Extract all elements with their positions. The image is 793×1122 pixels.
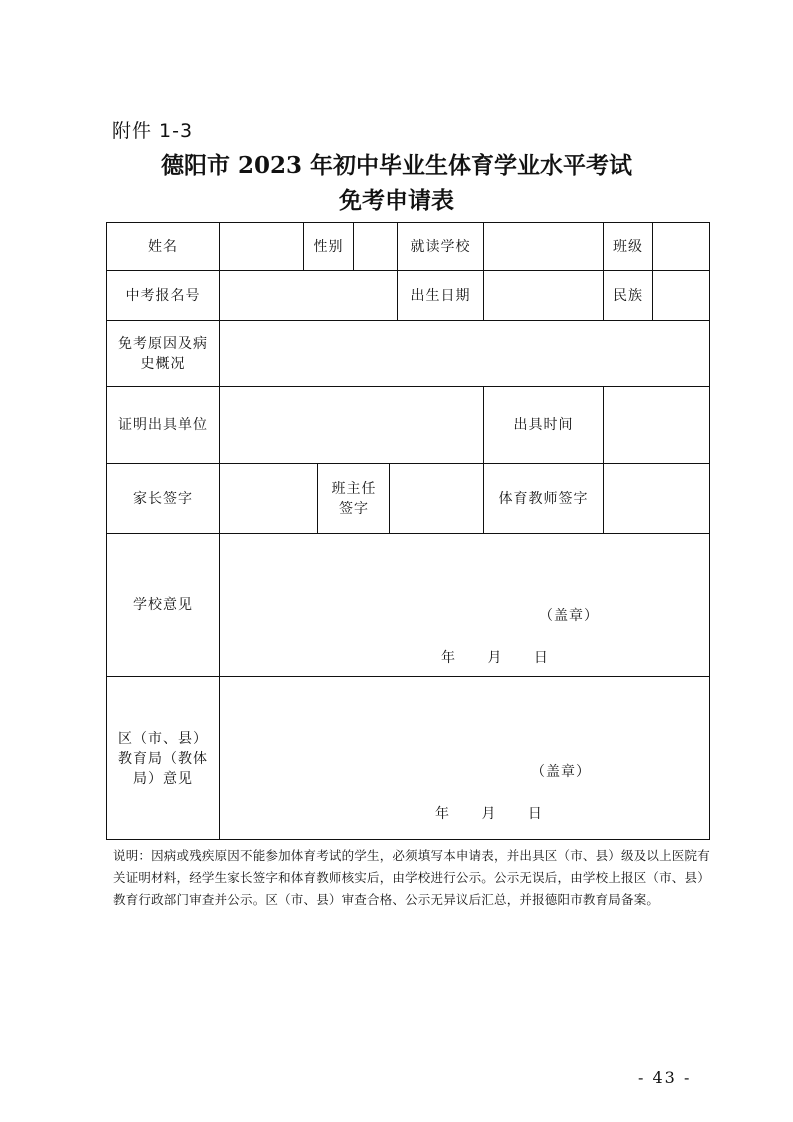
school-stamp: （盖章） — [539, 608, 599, 624]
ethnicity-label: 民族 — [613, 287, 643, 304]
parent-signature-label: 家长签字 — [133, 490, 193, 507]
date-day: 日 — [533, 650, 549, 666]
head-teacher-signature-label: 班主任签字 — [331, 480, 377, 517]
instructions-note: 说明：因病或残疾原因不能参加体育考试的学生，必须填写本申请表，并出具区（市、县）级及以上医院有关证明材料，经学生家长签字和体育教师核实后，由学校进行公示。公示无误后，由学校上报区（市、县）教育行政部门审查并公示。区（市、县）审查合格、公示无异议后汇总，并报德阳市教育局备案。 — [113, 848, 710, 907]
gender-field[interactable] — [354, 223, 397, 270]
date-month: 月 — [481, 806, 497, 822]
exemption-application-form — [106, 222, 710, 840]
school-opinion-date — [441, 647, 549, 667]
ethnicity-field[interactable] — [653, 271, 710, 320]
attachment-label: 附件 1-3 — [112, 120, 194, 142]
exam-number-label: 中考报名号 — [125, 287, 201, 304]
date-day: 日 — [527, 806, 543, 822]
name-label: 姓名 — [148, 238, 178, 255]
class-field[interactable] — [653, 223, 710, 270]
birth-date-field[interactable] — [484, 271, 603, 320]
school-field[interactable] — [484, 223, 603, 270]
form-subtitle: 免考申请表 — [339, 187, 454, 214]
parent-signature-field[interactable] — [220, 464, 317, 533]
birth-date-label: 出生日期 — [410, 287, 471, 304]
date-month: 月 — [487, 650, 503, 666]
school-opinion-label: 学校意见 — [133, 597, 193, 613]
certificate-unit-field[interactable] — [220, 387, 483, 463]
district-opinion-label: 区（市、县）教育局（教体局）意见 — [118, 730, 208, 787]
school-label: 就读学校 — [410, 238, 471, 255]
certificate-time-field[interactable] — [604, 387, 710, 463]
certificate-unit-label: 证明出具单位 — [118, 417, 208, 433]
page-number: - 43 - — [638, 1068, 692, 1087]
district-opinion-date — [435, 803, 543, 823]
reason-label: 免考原因及病史概况 — [118, 335, 208, 372]
pe-teacher-signature-field[interactable] — [604, 464, 710, 533]
gender-label: 性别 — [313, 238, 344, 255]
head-teacher-signature-field[interactable] — [390, 464, 483, 533]
date-year: 年 — [435, 806, 450, 822]
exam-number-field[interactable] — [220, 271, 397, 320]
certificate-time-label: 出具时间 — [513, 417, 574, 433]
name-field[interactable] — [220, 223, 303, 270]
date-year: 年 — [441, 650, 456, 666]
reason-field[interactable] — [220, 321, 710, 386]
district-stamp: （盖章） — [531, 764, 591, 780]
form-title: 德阳市 2023 年初中毕业生体育学业水平考试 — [160, 152, 633, 179]
column-divider — [317, 463, 318, 533]
pe-teacher-signature-label: 体育教师签字 — [498, 490, 589, 507]
class-label: 班级 — [613, 238, 643, 255]
